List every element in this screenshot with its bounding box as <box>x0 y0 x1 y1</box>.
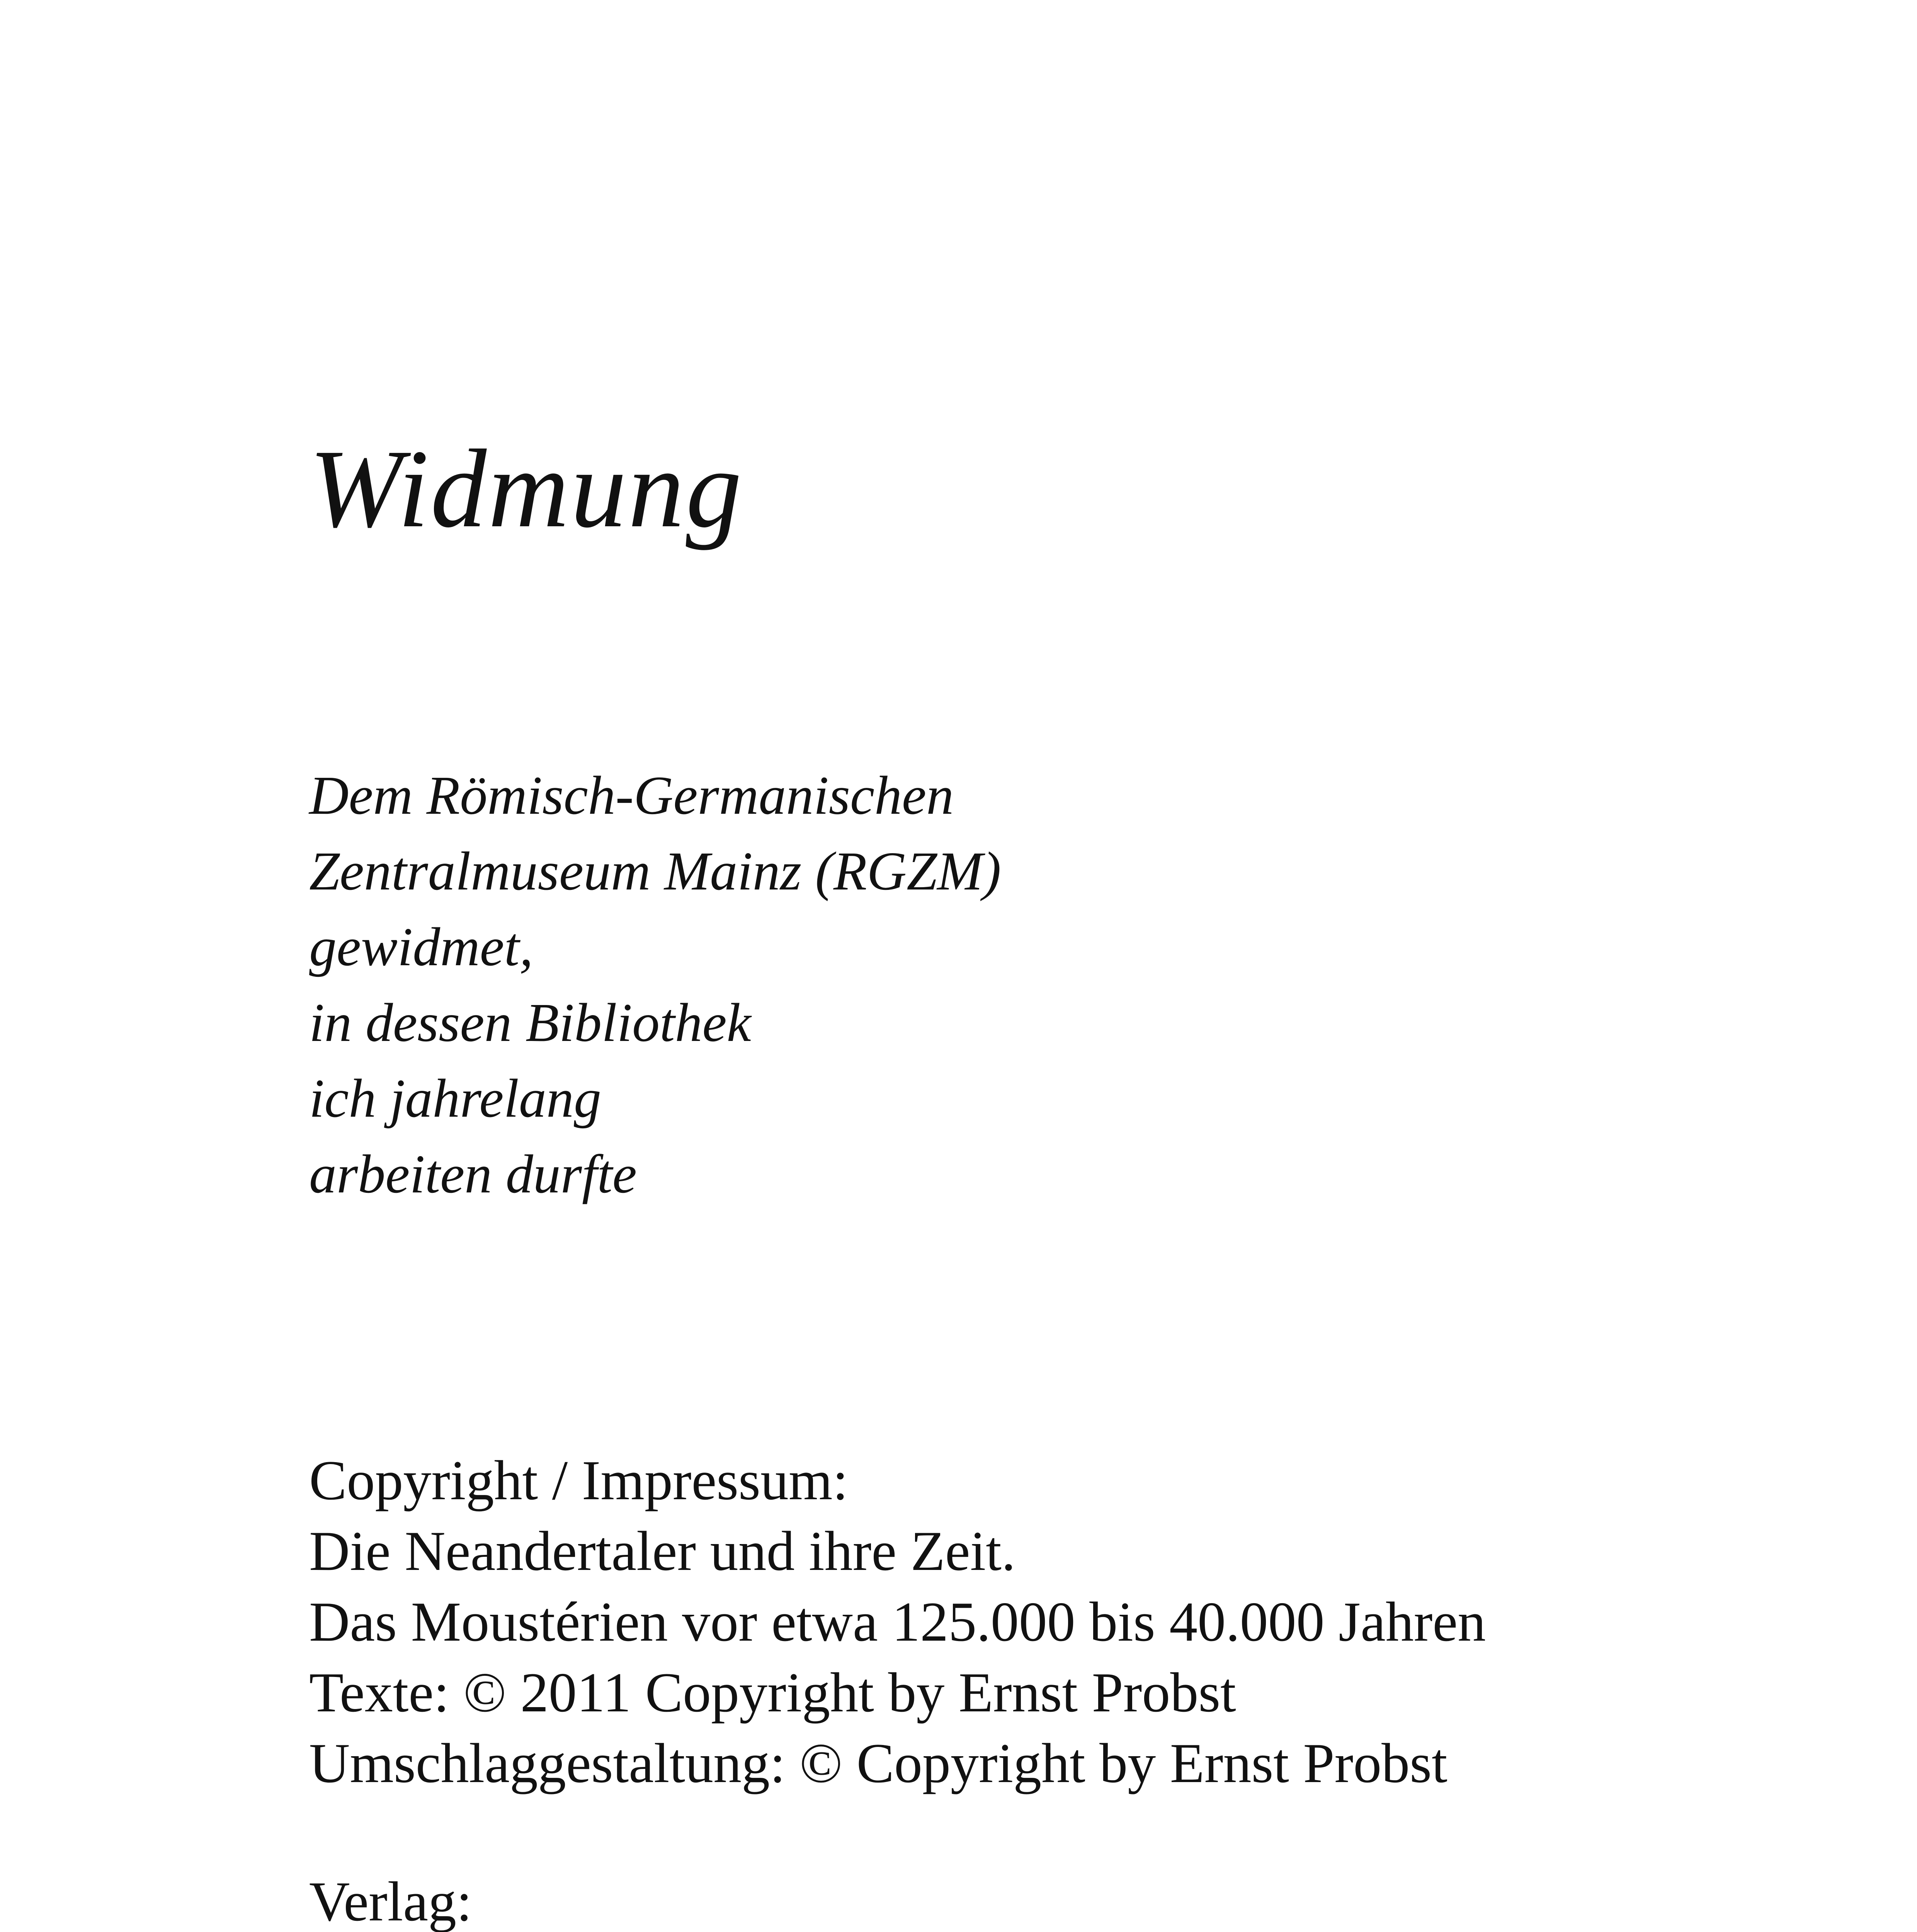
publisher-block <box>309 1866 1101 1932</box>
dedication-line: arbeiten durfte <box>309 1143 637 1204</box>
dedication-text <box>309 757 1001 1212</box>
dedication-line: ich jahrelang <box>309 1068 601 1129</box>
book-subtitle: Das Moustérien vor etwa 125.000 bis 40.000 Jahren <box>309 1590 1486 1653</box>
dedication-heading: Widmung <box>309 427 743 551</box>
dedication-line: Zentralmuseum Mainz (RGZM) <box>309 840 1001 901</box>
publisher-label: Verlag: <box>309 1870 472 1932</box>
text-copyright: Texte: © 2011 Copyright by Ernst Probst <box>309 1661 1236 1724</box>
dedication-line: Dem Römisch-Germanischen <box>309 765 954 826</box>
dedication-line: in dessen Bibliothek <box>309 992 751 1053</box>
impressum-title: Copyright / Impressum: <box>309 1449 849 1512</box>
book-title: Die Neandertaler und ihre Zeit. <box>309 1520 1016 1582</box>
cover-copyright: Umschlaggestaltung: © Copyright by Ernst Probst <box>309 1732 1448 1794</box>
impressum-block <box>309 1445 1486 1799</box>
dedication-line: gewidmet, <box>309 916 533 977</box>
